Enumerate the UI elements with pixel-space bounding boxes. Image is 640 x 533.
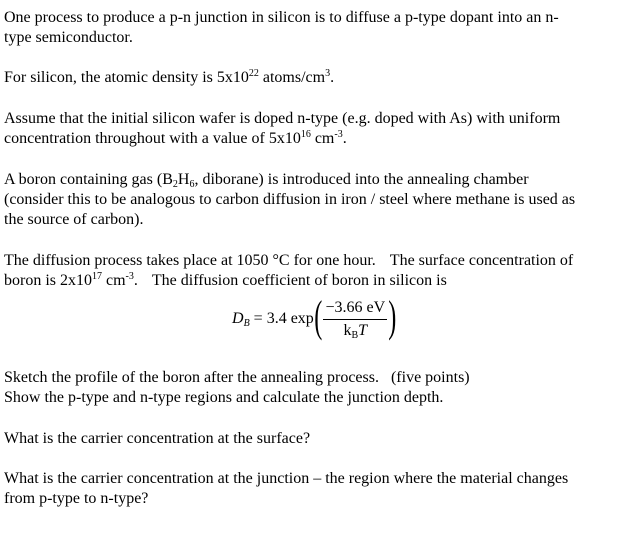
atomic-density-end: . xyxy=(330,69,335,86)
gas-h: H xyxy=(177,171,190,188)
equation-lhs-subscript: B xyxy=(243,318,250,329)
diffusion-coefficient-equation xyxy=(232,292,397,346)
gas-subscript-6: 6 xyxy=(189,179,195,190)
atomic-density-unit: atoms/cm xyxy=(258,69,326,86)
gas-line-2: (consider this to be analogous to carbon diffusion in iron / steel where methane is used as xyxy=(4,191,576,208)
equation-denominator-subscript: B xyxy=(351,329,359,341)
atomic-density-paragraph xyxy=(4,68,334,88)
diffusion-line-1a: The diffusion process takes place at 1050 °C for one hour. xyxy=(4,252,376,269)
equation-equals-prefactor: = 3.4 exp xyxy=(249,310,314,327)
diffusion-line-2-suffix: The diffusion coefficient of boron in silicon is xyxy=(151,272,447,289)
gas-subscript-2: 2 xyxy=(172,179,178,190)
left-paren-icon: ( xyxy=(314,292,323,341)
wafer-line-2: concentration throughout with a value of 5x10 xyxy=(4,130,301,147)
equation-fraction xyxy=(323,298,387,341)
diffusion-line-1b: The surface concentration of xyxy=(389,252,574,269)
sketch-paragraph xyxy=(4,368,470,408)
atomic-density-prefix: For silicon, the atomic density is 5x10 xyxy=(4,69,249,86)
gas-line-1-suffix: , diborane) is introduced into the annealing chamber xyxy=(194,171,529,188)
wafer-exponent: 16 xyxy=(300,129,311,140)
equation-numerator: −3.66 eV xyxy=(323,298,387,320)
atomic-density-unit-exponent: 3 xyxy=(325,68,331,79)
equation-lhs-symbol: D xyxy=(232,310,244,327)
diffusion-exponent: 17 xyxy=(92,271,102,282)
sketch-line-2: Show the p-type and n-type regions and calculate the junction depth. xyxy=(4,389,444,406)
gas-line-3: the source of carbon). xyxy=(4,211,144,228)
diffusion-end: . xyxy=(133,272,138,289)
equation-denominator-k: k xyxy=(343,321,352,339)
intro-line-1: One process to produce a p-n junction in silicon is to diffuse a p-type dopant into an n- xyxy=(4,9,559,26)
gas-line-1-prefix: A boron containing gas (B xyxy=(4,171,173,188)
diffusion-paragraph xyxy=(4,251,573,291)
question-surface-concentration xyxy=(4,429,310,449)
atomic-density-exponent: 22 xyxy=(248,68,259,79)
diffusion-unit: cm xyxy=(102,272,126,289)
diffusion-line-2-prefix: boron is 2x10 xyxy=(4,272,92,289)
wafer-line-1: Assume that the initial silicon wafer is doped n-type (e.g. doped with As) with uniform xyxy=(4,110,561,127)
equation-denominator-t: T xyxy=(358,321,368,339)
equation-denominator xyxy=(344,320,368,341)
gas-paragraph xyxy=(4,170,575,230)
question-2-line-2: from p-type to n-type? xyxy=(4,490,149,507)
intro-paragraph xyxy=(4,8,559,48)
equation-lhs xyxy=(232,310,250,328)
question-2-line-1: What is the carrier concentration at the junction – the region where the material changes xyxy=(4,470,569,487)
right-paren-icon: ) xyxy=(388,292,397,341)
wafer-paragraph xyxy=(4,109,560,149)
question-junction-concentration xyxy=(4,469,568,509)
intro-line-2: type semiconductor. xyxy=(4,29,133,46)
wafer-unit-exponent: -3 xyxy=(334,129,343,140)
question-1-text: What is the carrier concentration at the surface? xyxy=(4,430,311,447)
wafer-unit: cm xyxy=(310,130,335,147)
wafer-end: . xyxy=(342,130,347,147)
diffusion-unit-exponent: -3 xyxy=(125,271,134,282)
sketch-line-1: Sketch the profile of the boron after the annealing process. (five points) xyxy=(4,369,470,386)
